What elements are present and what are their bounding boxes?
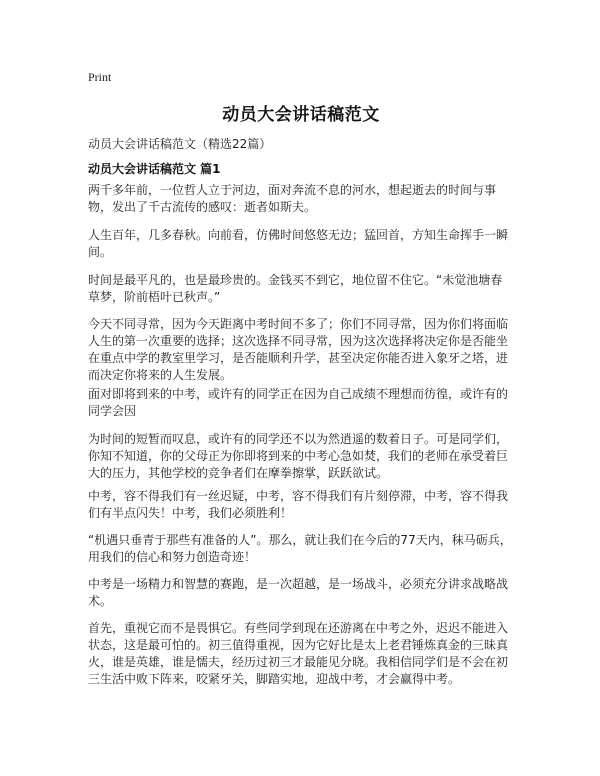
paragraph: 人生百年，几多春秋。向前看，仿佛时间悠悠无边；猛回首，方知生命挥手一瞬间。 [88, 228, 509, 259]
paragraph: 中考是一场精力和智慧的赛跑，是一次超越，是一场战斗，必须充分讲求战略战术。 [88, 577, 509, 608]
document-subtitle: 动员大会讲话稿范文（精选22篇） [88, 137, 272, 151]
paragraph: 今天不同寻常，因为今天距离中考时间不多了；你们不同寻常，因为你们将面临人生的第一次重要的选择；这次选择不同寻常，因为这次选择将决定你是否能坐在重点中学的教室里学习，是否能顺利升学，甚至决定你能否进入象牙之塔，进而决定你将来的人生发展。 [88, 317, 509, 382]
paragraph: 为时间的短暂而叹息，或许有的同学还不以为然逍遥的数着日子。可是同学们，你知不知道，你的父母正为你即将到来的中考心急如焚，我们的老师在承受着巨大的压力，其他学校的竞争者们在摩拳擦掌，跃跃欲试。 [88, 432, 509, 480]
paragraph: 时间是最平凡的，也是最珍贵的。金钱买不到它，地位留不住它。“未觉池塘春草梦，阶前梧叶已秋声。” [88, 273, 503, 304]
paragraph: 首先，重视它而不是畏惧它。有些同学到现在还游离在中考之外，迟迟不能进入状态，这是最可怕的。初三值得重视，因为它好比是太上老君锤炼真金的三昧真火，谁是英雄，谁是懦夫，经历过初三才最能见分晓。我相信同学们是不会在初三生活中败下阵来，咬紧牙关，脚踏实地，迎战中考，才会赢得中考。 [88, 621, 509, 686]
paragraph: 面对即将到来的中考，或许有的同学正在因为自己成绩不理想而彷徨，或许有的同学会因 [88, 387, 509, 418]
print-label: Print [88, 70, 112, 84]
paragraph: 中考，容不得我们有一丝迟疑，中考，容不得我们有片刻停滞，中考，容不得我们有半点闪失！中考，我们必须胜利！ [88, 489, 509, 520]
page-title: 动员大会讲话稿范文 [222, 105, 380, 125]
paragraph: “机遇只垂青于那些有准备的人”。那么，就让我们在今后的77天内，秣马砺兵，用我们的信心和努力创造奇迹！ [88, 533, 512, 564]
paragraph: 两千多年前，一位哲人立于河边，面对奔流不息的河水，想起逝去的时间与事物，发出了千古流传的感叹：逝者如斯夫。 [88, 183, 497, 214]
section-heading: 动员大会讲话稿范文 篇1 [88, 162, 221, 176]
